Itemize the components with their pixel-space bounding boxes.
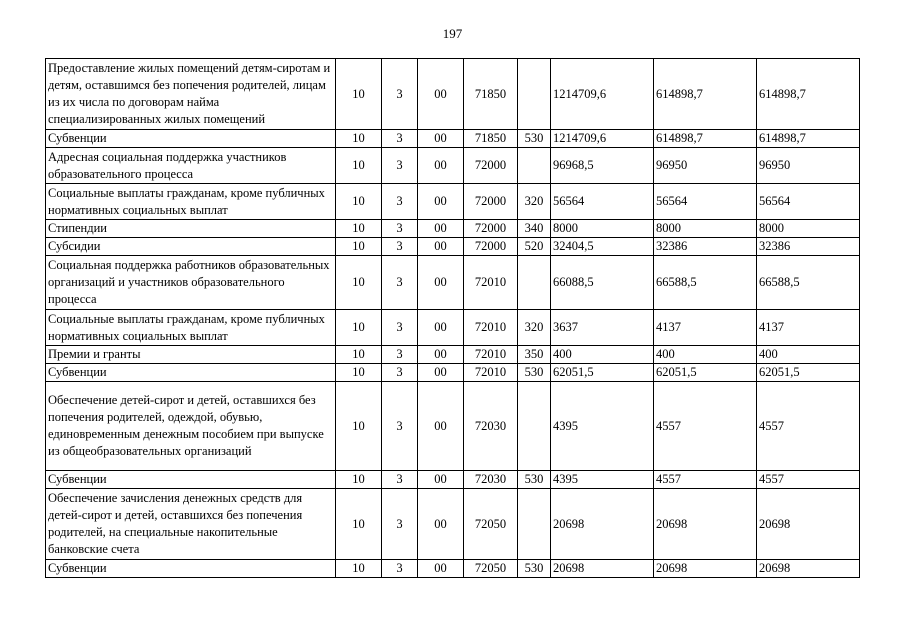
- amount-year-1: 56564: [551, 184, 654, 220]
- table-row: [46, 256, 860, 310]
- section-code: 10: [336, 489, 382, 560]
- amount-year-2: 62051,5: [654, 364, 757, 382]
- subprogram-code: 00: [418, 220, 464, 238]
- target-article-code: 72010: [464, 364, 518, 382]
- section-code: 10: [336, 471, 382, 489]
- expense-type-code: [518, 256, 551, 310]
- section-code: 10: [336, 382, 382, 471]
- subprogram-code: 00: [418, 364, 464, 382]
- section-code: 10: [336, 560, 382, 578]
- subprogram-code: 00: [418, 238, 464, 256]
- table-row: [46, 238, 860, 256]
- amount-year-1: 66088,5: [551, 256, 654, 310]
- row-name: Обеспечение детей-сирот и детей, оставшихся без попечения родителей, одеждой, обувью, единовременным денежным пособием при выпуске из общеобразовательных организаций: [46, 382, 336, 471]
- amount-year-2: 614898,7: [654, 130, 757, 148]
- amount-year-3: 62051,5: [757, 364, 860, 382]
- subprogram-code: 00: [418, 471, 464, 489]
- amount-year-2: 66588,5: [654, 256, 757, 310]
- row-name: Субвенции: [46, 560, 336, 578]
- section-code: 10: [336, 130, 382, 148]
- target-article-code: 72010: [464, 346, 518, 364]
- subsection-code: 3: [382, 59, 418, 130]
- amount-year-3: 4137: [757, 310, 860, 346]
- subsection-code: 3: [382, 364, 418, 382]
- table-row: [46, 560, 860, 578]
- target-article-code: 72000: [464, 238, 518, 256]
- amount-year-2: 32386: [654, 238, 757, 256]
- amount-year-1: 20698: [551, 489, 654, 560]
- amount-year-1: 32404,5: [551, 238, 654, 256]
- section-code: 10: [336, 310, 382, 346]
- target-article-code: 72030: [464, 471, 518, 489]
- page-number: 197: [442, 26, 463, 41]
- expense-type-code: 350: [518, 346, 551, 364]
- expense-type-code: 340: [518, 220, 551, 238]
- target-article-code: 71850: [464, 130, 518, 148]
- row-name: Субсидии: [46, 238, 336, 256]
- row-name: Субвенции: [46, 364, 336, 382]
- amount-year-2: 20698: [654, 489, 757, 560]
- amount-year-2: 614898,7: [654, 59, 757, 130]
- amount-year-2: 400: [654, 346, 757, 364]
- row-name: Стипендии: [46, 220, 336, 238]
- amount-year-2: 4557: [654, 382, 757, 471]
- expense-type-code: 530: [518, 471, 551, 489]
- amount-year-1: 8000: [551, 220, 654, 238]
- section-code: 10: [336, 238, 382, 256]
- section-code: 10: [336, 364, 382, 382]
- target-article-code: 72010: [464, 310, 518, 346]
- amount-year-2: 4557: [654, 471, 757, 489]
- table-row: [46, 471, 860, 489]
- amount-year-1: 96968,5: [551, 148, 654, 184]
- section-code: 10: [336, 256, 382, 310]
- subsection-code: 3: [382, 310, 418, 346]
- amount-year-3: 32386: [757, 238, 860, 256]
- expense-type-code: [518, 59, 551, 130]
- row-name: Адресная социальная поддержка участников образовательного процесса: [46, 148, 336, 184]
- subsection-code: 3: [382, 238, 418, 256]
- section-code: 10: [336, 346, 382, 364]
- target-article-code: 72030: [464, 382, 518, 471]
- table-row: [46, 130, 860, 148]
- expense-type-code: 320: [518, 310, 551, 346]
- amount-year-3: 4557: [757, 382, 860, 471]
- target-article-code: 72000: [464, 220, 518, 238]
- target-article-code: 72050: [464, 560, 518, 578]
- target-article-code: 71850: [464, 59, 518, 130]
- subprogram-code: 00: [418, 256, 464, 310]
- row-name: Социальные выплаты гражданам, кроме публичных нормативных социальных выплат: [46, 310, 336, 346]
- section-code: 10: [336, 184, 382, 220]
- row-name: Предоставление жилых помещений детям-сиротам и детям, оставшимся без попечения родителей, лицам из их числа по договорам найма специализированных жилых помещений: [46, 59, 336, 130]
- amount-year-3: 614898,7: [757, 59, 860, 130]
- amount-year-3: 400: [757, 346, 860, 364]
- expense-type-code: 530: [518, 560, 551, 578]
- subsection-code: 3: [382, 130, 418, 148]
- subprogram-code: 00: [418, 130, 464, 148]
- amount-year-1: 1214709,6: [551, 59, 654, 130]
- subsection-code: 3: [382, 256, 418, 310]
- row-name: Премии и гранты: [46, 346, 336, 364]
- budget-table: [45, 58, 860, 578]
- subprogram-code: 00: [418, 382, 464, 471]
- amount-year-3: 4557: [757, 471, 860, 489]
- section-code: 10: [336, 59, 382, 130]
- subsection-code: 3: [382, 220, 418, 238]
- subprogram-code: 00: [418, 489, 464, 560]
- subprogram-code: 00: [418, 59, 464, 130]
- subsection-code: 3: [382, 471, 418, 489]
- amount-year-3: 614898,7: [757, 130, 860, 148]
- target-article-code: 72050: [464, 489, 518, 560]
- subsection-code: 3: [382, 489, 418, 560]
- expense-type-code: 320: [518, 184, 551, 220]
- table-row: [46, 382, 860, 471]
- amount-year-3: 56564: [757, 184, 860, 220]
- expense-type-code: 520: [518, 238, 551, 256]
- table-row: [46, 148, 860, 184]
- subsection-code: 3: [382, 560, 418, 578]
- subprogram-code: 00: [418, 184, 464, 220]
- amount-year-3: 96950: [757, 148, 860, 184]
- amount-year-1: 4395: [551, 471, 654, 489]
- section-code: 10: [336, 148, 382, 184]
- row-name: Социальная поддержка работников образовательных организаций и участников образовательного процесса: [46, 256, 336, 310]
- table-row: [46, 346, 860, 364]
- subsection-code: 3: [382, 184, 418, 220]
- subprogram-code: 00: [418, 148, 464, 184]
- table-row: [46, 59, 860, 130]
- amount-year-1: 400: [551, 346, 654, 364]
- expense-type-code: [518, 382, 551, 471]
- target-article-code: 72000: [464, 184, 518, 220]
- subsection-code: 3: [382, 382, 418, 471]
- amount-year-3: 20698: [757, 560, 860, 578]
- row-name: Социальные выплаты гражданам, кроме публичных нормативных социальных выплат: [46, 184, 336, 220]
- amount-year-1: 1214709,6: [551, 130, 654, 148]
- row-name: Обеспечение зачисления денежных средств для детей-сирот и детей, оставшихся без попечения родителей, на специальные накопительные банковские счета: [46, 489, 336, 560]
- subprogram-code: 00: [418, 310, 464, 346]
- amount-year-2: 4137: [654, 310, 757, 346]
- amount-year-3: 20698: [757, 489, 860, 560]
- target-article-code: 72000: [464, 148, 518, 184]
- table-row: [46, 184, 860, 220]
- amount-year-1: 62051,5: [551, 364, 654, 382]
- amount-year-1: 4395: [551, 382, 654, 471]
- subprogram-code: 00: [418, 560, 464, 578]
- target-article-code: 72010: [464, 256, 518, 310]
- amount-year-2: 56564: [654, 184, 757, 220]
- expense-type-code: [518, 489, 551, 560]
- amount-year-3: 8000: [757, 220, 860, 238]
- row-name: Субвенции: [46, 130, 336, 148]
- expense-type-code: [518, 148, 551, 184]
- amount-year-2: 20698: [654, 560, 757, 578]
- amount-year-2: 8000: [654, 220, 757, 238]
- amount-year-1: 3637: [551, 310, 654, 346]
- subprogram-code: 00: [418, 346, 464, 364]
- subsection-code: 3: [382, 346, 418, 364]
- amount-year-3: 66588,5: [757, 256, 860, 310]
- amount-year-2: 96950: [654, 148, 757, 184]
- subsection-code: 3: [382, 148, 418, 184]
- section-code: 10: [336, 220, 382, 238]
- table-row: [46, 489, 860, 560]
- expense-type-code: 530: [518, 364, 551, 382]
- amount-year-1: 20698: [551, 560, 654, 578]
- row-name: Субвенции: [46, 471, 336, 489]
- expense-type-code: 530: [518, 130, 551, 148]
- table-row: [46, 220, 860, 238]
- table-row: [46, 310, 860, 346]
- table-row: [46, 364, 860, 382]
